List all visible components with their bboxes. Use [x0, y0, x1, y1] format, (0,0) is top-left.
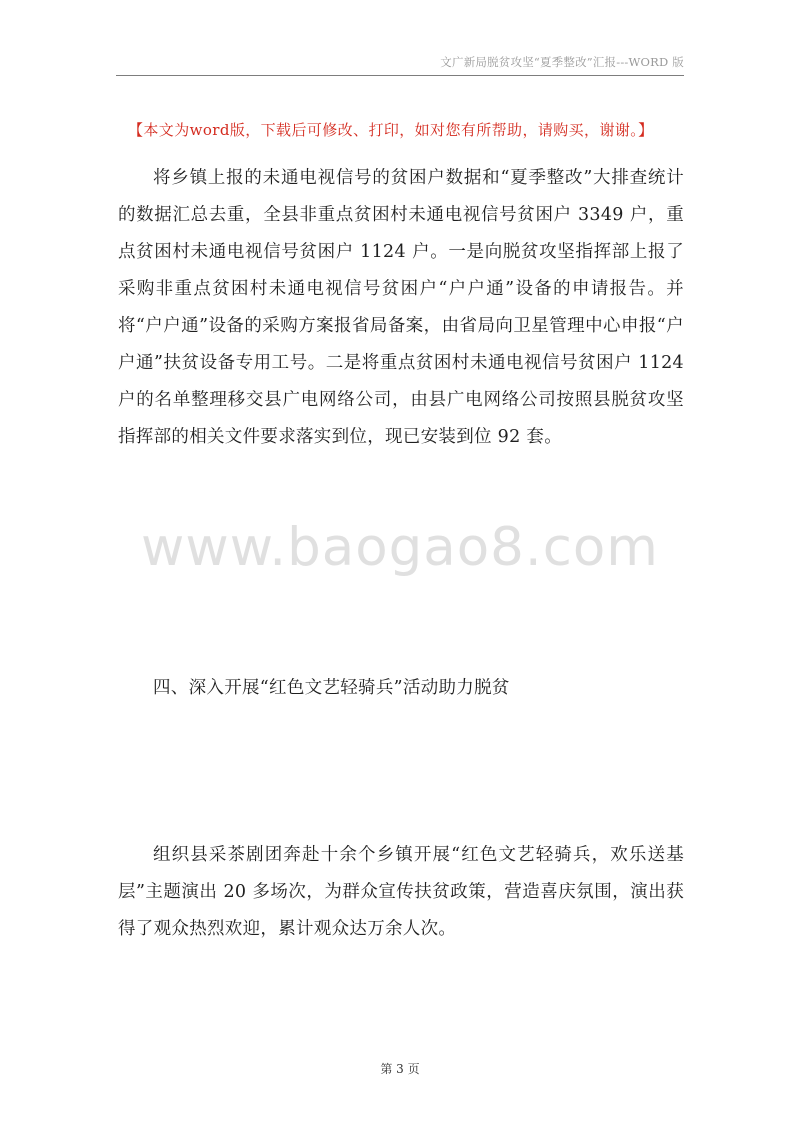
- section-heading-4: 四、深入开展“红色文艺轻骑兵”活动助力脱贫: [153, 678, 510, 698]
- paragraph-tv-signal: 将乡镇上报的未通电视信号的贫困户数据和“夏季整改”大排查统计的数据汇总去重，全县非重点贫困村未通电视信号贫困户 3349 户，重点贫困村未通电视信号贫困户 1124 户。一是向脱贫攻坚指挥部上报了采购非重点贫困村未通电视信号贫困户“户户通”设备的申请报告。并将“户户通”设备的采购方案报省局备案，由省局向卫星管理中心申报“户户通”扶贫设备专用工号。二是将重点贫困村未通电视信号贫困户 1124 户的名单整理移交县广电网络公司，由县广电网络公司按照县脱贫攻坚指挥部的相关文件要求落实到位，现已安装到位 92 套。: [118, 168, 684, 447]
- paragraph-performances: 组织县采茶剧团奔赴十余个乡镇开展“红色文艺轻骑兵，欢乐送基层”主题演出 20 多场次，为群众宣传扶贫政策，营造喜庆氛围，演出获得了观众热烈欢迎，累计观众达万余人次。: [118, 845, 684, 939]
- watermark: www.baogao8.com: [141, 517, 659, 578]
- running-header: 文广新局脱贫攻坚“夏季整改”汇报---WORD 版: [440, 55, 684, 69]
- purchase-notice: 【本文为word版，下载后可修改、打印，如对您有所帮助，请购买，谢谢。】: [128, 121, 654, 139]
- header-rule: [116, 75, 684, 76]
- page-number: 第 3 页: [380, 1062, 420, 1076]
